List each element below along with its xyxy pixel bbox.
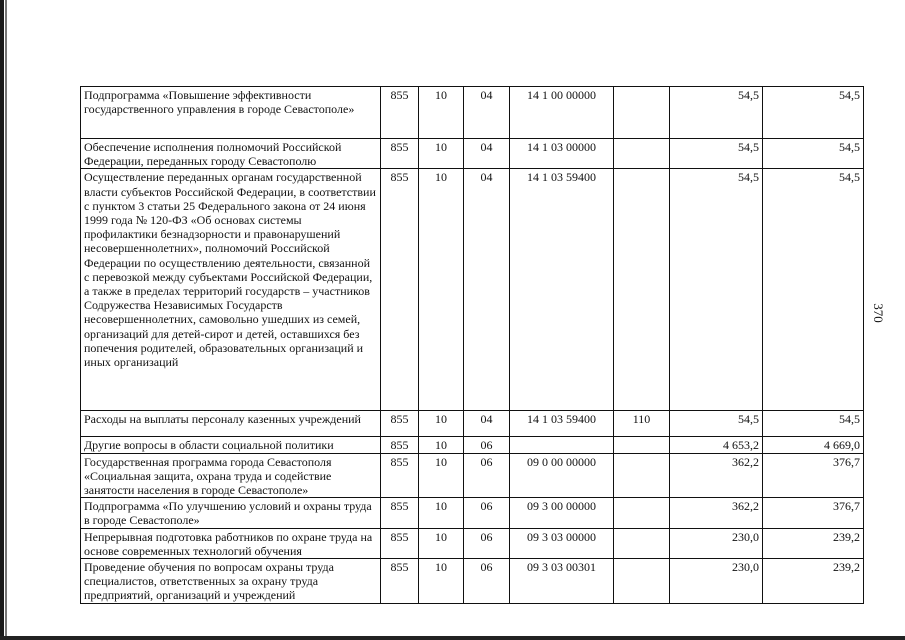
cell-amount-1: 54,5 bbox=[670, 169, 763, 411]
cell-name: Проведение обучения по вопросам охраны труда специалистов, ответственных за охрану труда предприятий, организаций и учреждений bbox=[81, 559, 381, 604]
cell-name: Непрерывная подготовка работников по охране труда на основе современных технологий обучения bbox=[81, 528, 381, 558]
cell-expense-type bbox=[614, 498, 670, 528]
cell-target-item: 14 1 03 00000 bbox=[510, 139, 614, 169]
cell-ministry: 855 bbox=[381, 411, 419, 437]
cell-target-item: 09 3 00 00000 bbox=[510, 498, 614, 528]
cell-name: Другие вопросы в области социальной политики bbox=[81, 437, 381, 453]
budget-table bbox=[80, 86, 864, 604]
cell-ministry: 855 bbox=[381, 528, 419, 558]
cell-section: 10 bbox=[419, 528, 464, 558]
cell-expense-type: 110 bbox=[614, 411, 670, 437]
cell-target-item bbox=[510, 437, 614, 453]
cell-expense-type bbox=[614, 437, 670, 453]
cell-section: 10 bbox=[419, 453, 464, 498]
cell-section: 10 bbox=[419, 559, 464, 604]
cell-amount-2: 4 669,0 bbox=[763, 437, 864, 453]
table-row bbox=[81, 411, 864, 437]
cell-name: Подпрограмма «По улучшению условий и охраны труда в городе Севастополе» bbox=[81, 498, 381, 528]
cell-subsection: 06 bbox=[464, 437, 510, 453]
cell-section: 10 bbox=[419, 87, 464, 139]
cell-name: Обеспечение исполнения полномочий Российской Федерации, переданных городу Севастополю bbox=[81, 139, 381, 169]
table-row bbox=[81, 437, 864, 453]
cell-amount-1: 54,5 bbox=[670, 87, 763, 139]
cell-subsection: 04 bbox=[464, 139, 510, 169]
cell-ministry: 855 bbox=[381, 498, 419, 528]
cell-amount-1: 54,5 bbox=[670, 411, 763, 437]
cell-name: Государственная программа города Севастополя «Социальная защита, охрана труда и содействие занятости населения в городе Севастополе» bbox=[81, 453, 381, 498]
cell-target-item: 09 3 03 00000 bbox=[510, 528, 614, 558]
cell-section: 10 bbox=[419, 169, 464, 411]
cell-subsection: 06 bbox=[464, 559, 510, 604]
scan-left-edge-shadow bbox=[5, 0, 7, 640]
cell-ministry: 855 bbox=[381, 139, 419, 169]
cell-subsection: 04 bbox=[464, 169, 510, 411]
cell-section: 10 bbox=[419, 498, 464, 528]
cell-amount-2: 54,5 bbox=[763, 169, 864, 411]
cell-subsection: 06 bbox=[464, 453, 510, 498]
cell-target-item: 14 1 00 00000 bbox=[510, 87, 614, 139]
cell-amount-1: 54,5 bbox=[670, 139, 763, 169]
cell-ministry: 855 bbox=[381, 437, 419, 453]
cell-amount-2: 239,2 bbox=[763, 559, 864, 604]
cell-ministry: 855 bbox=[381, 559, 419, 604]
table-row bbox=[81, 528, 864, 558]
cell-ministry: 855 bbox=[381, 169, 419, 411]
cell-expense-type bbox=[614, 169, 670, 411]
cell-amount-1: 362,2 bbox=[670, 498, 763, 528]
cell-section: 10 bbox=[419, 139, 464, 169]
cell-expense-type bbox=[614, 139, 670, 169]
cell-amount-1: 362,2 bbox=[670, 453, 763, 498]
cell-section: 10 bbox=[419, 411, 464, 437]
cell-amount-1: 4 653,2 bbox=[670, 437, 763, 453]
cell-amount-1: 230,0 bbox=[670, 559, 763, 604]
cell-subsection: 04 bbox=[464, 411, 510, 437]
table-row bbox=[81, 139, 864, 169]
cell-amount-2: 376,7 bbox=[763, 498, 864, 528]
cell-ministry: 855 bbox=[381, 87, 419, 139]
cell-target-item: 14 1 03 59400 bbox=[510, 411, 614, 437]
cell-expense-type bbox=[614, 559, 670, 604]
scan-left-edge bbox=[0, 0, 4, 640]
cell-subsection: 06 bbox=[464, 498, 510, 528]
cell-amount-2: 239,2 bbox=[763, 528, 864, 558]
cell-amount-2: 54,5 bbox=[763, 411, 864, 437]
cell-target-item: 14 1 03 59400 bbox=[510, 169, 614, 411]
cell-ministry: 855 bbox=[381, 453, 419, 498]
table-row bbox=[81, 498, 864, 528]
cell-expense-type bbox=[614, 87, 670, 139]
cell-name: Подпрограмма «Повышение эффективности государственного управления в городе Севастополе» bbox=[81, 87, 381, 139]
cell-amount-2: 54,5 bbox=[763, 139, 864, 169]
cell-subsection: 06 bbox=[464, 528, 510, 558]
cell-section: 10 bbox=[419, 437, 464, 453]
cell-target-item: 09 3 03 00301 bbox=[510, 559, 614, 604]
table-row bbox=[81, 87, 864, 139]
table-row bbox=[81, 169, 864, 411]
cell-amount-2: 54,5 bbox=[763, 87, 864, 139]
page-number: 370 bbox=[870, 303, 886, 323]
cell-name: Осуществление переданных органам государственной власти субъектов Российской Федерации, в соответствии с пунктом 3 статьи 25 Федерального закона от 24 июня 1999 года № 120-ФЗ «Об основах системы профилактики безнадзорности и правонарушений несовершеннолетних», полномочий Российской Федерации по осуществлению деятельности, связанной с перевозкой между субъектами Российской Федерации, а также в пределах территорий государств – участников Содружества Независимых Государств несовершеннолетних, самовольно ушедших из семей, организаций для детей-сирот и детей, оставшихся без попечения родителей, образовательных организаций и иных организаций bbox=[81, 169, 381, 411]
cell-target-item: 09 0 00 00000 bbox=[510, 453, 614, 498]
cell-expense-type bbox=[614, 528, 670, 558]
table-row bbox=[81, 559, 864, 604]
cell-expense-type bbox=[614, 453, 670, 498]
cell-amount-2: 376,7 bbox=[763, 453, 864, 498]
cell-name: Расходы на выплаты персоналу казенных учреждений bbox=[81, 411, 381, 437]
table-row bbox=[81, 453, 864, 498]
cell-amount-1: 230,0 bbox=[670, 528, 763, 558]
cell-subsection: 04 bbox=[464, 87, 510, 139]
scan-bottom-edge bbox=[0, 636, 905, 640]
